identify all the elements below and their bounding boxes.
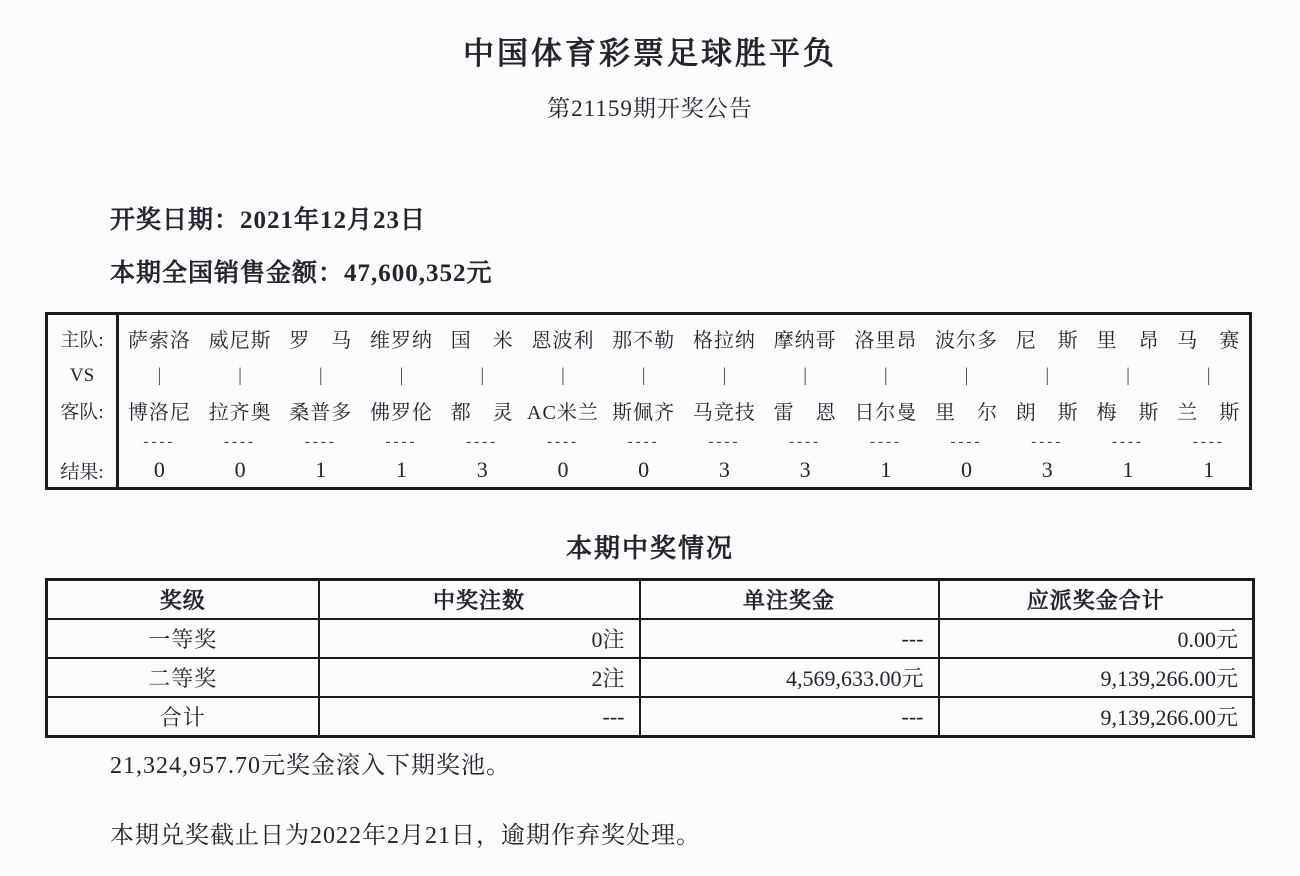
vs-separator: | [157,365,162,386]
dash-separator: ---- [546,433,579,450]
vs-separator: | [1045,365,1050,386]
match-column [926,315,1007,487]
match-column [119,315,200,487]
sales-amount-value: 47,600,352元 [344,260,493,287]
dash-separator: ---- [1111,433,1144,450]
match-result: 0 [153,457,165,482]
prize-level: 一等奖 [47,619,319,658]
match-results-table [45,312,1252,490]
vs-separator: | [641,365,646,386]
match-column [765,315,846,487]
away-team: 马竞技 [692,401,756,424]
match-column [280,315,361,487]
vs-separator: | [964,365,969,386]
home-team: 罗 马 [289,329,353,352]
match-result: 0 [557,457,569,482]
rollover-notice: 21,324,957.70元奖金滚入下期奖池。 [110,753,511,779]
away-team: 拉齐奥 [208,401,272,424]
dash-separator: ---- [1031,433,1064,450]
vs-separator: | [318,365,323,386]
prize-table [45,578,1255,738]
match-result: 1 [880,457,892,482]
dash-separator: ---- [627,433,660,450]
match-column [684,315,765,487]
single-prize: --- [640,619,939,658]
vs-separator: | [561,365,565,386]
away-team: AC米兰 [527,401,599,424]
row-label-vs: VS [69,365,95,386]
document-subtitle: 第21159期开奖公告 [547,96,753,121]
match-result: 3 [799,457,811,482]
home-team: 国 米 [450,329,514,352]
match-table-label-column [48,315,119,487]
match-column [1088,315,1169,487]
row-label-results: 结果: [60,461,104,483]
home-team: 萨索洛 [127,329,191,352]
home-team: 尼 斯 [1015,329,1079,352]
away-team: 博洛尼 [127,401,191,424]
match-result: 1 [396,457,408,482]
winning-section-title: 本期中奖情况 [565,534,734,563]
prize-table-header-row [47,580,1254,620]
match-column [603,315,684,487]
vs-separator: | [883,365,888,386]
home-team: 摩纳哥 [773,329,837,352]
dash-separator: ---- [385,433,418,450]
col-header-total-prize: 应派奖金合计 [939,580,1254,620]
prize-row-total [47,697,1254,737]
dash-separator: ---- [789,433,822,450]
match-column [442,315,523,487]
match-column [361,315,442,487]
away-team: 朗 斯 [1015,401,1079,424]
col-header-winning-bets: 中奖注数 [319,580,640,620]
vs-separator: | [803,365,808,386]
prize-level: 合计 [47,697,319,737]
match-column [523,315,604,487]
away-team: 雷 恩 [773,401,837,424]
home-team: 维罗纳 [370,329,434,352]
dash-separator: ---- [143,433,176,450]
match-column [200,315,281,487]
away-team: 佛罗伦 [370,401,434,424]
match-result: 0 [234,457,246,482]
dash-separator: ---- [1192,433,1225,450]
col-header-prize-level: 奖级 [47,580,319,620]
home-team: 里 昂 [1096,329,1160,352]
draw-date-label: 开奖日期： [110,207,241,234]
prize-row-second [47,658,1254,697]
away-team: 日尔曼 [854,401,918,424]
dash-separator: ---- [224,433,257,450]
row-label-home-teams: 主队: [60,329,104,351]
away-team: 桑普多 [289,401,353,424]
dash-separator: ---- [466,433,499,450]
dash-separator: ---- [304,433,337,450]
home-team: 格拉纳 [692,329,756,352]
dash-separator: ---- [950,433,983,450]
home-team: 威尼斯 [208,329,272,352]
winning-bets: 2注 [319,658,640,697]
vs-separator: | [1206,365,1211,386]
draw-date-value: 2021年12月23日 [240,207,427,234]
home-team: 波尔多 [935,329,999,352]
away-team: 斯佩齐 [612,401,676,424]
redeem-deadline-notice: 本期兑奖截止日为2022年2月21日，逾期作弃奖处理。 [110,823,701,849]
document-title: 中国体育彩票足球胜平负 [463,36,837,71]
match-result: 0 [961,457,973,482]
home-team: 马 赛 [1177,329,1241,352]
col-header-single-prize: 单注奖金 [640,580,939,620]
away-team: 兰 斯 [1177,401,1241,424]
match-column [845,315,926,487]
total-prize: 9,139,266.00元 [939,697,1254,737]
row-label-away-teams: 客队: [60,401,104,423]
prize-row-first [47,619,1254,658]
sales-amount-line [110,253,493,289]
match-result: 1 [1122,457,1134,482]
vs-separator: | [238,365,242,386]
vs-separator: | [480,365,485,386]
prize-level: 二等奖 [47,658,319,697]
winning-bets: --- [319,697,640,737]
single-prize: --- [640,697,939,737]
match-column [1007,315,1088,487]
home-team: 那不勒 [612,329,676,352]
vs-separator: | [1126,365,1130,386]
match-result: 3 [718,457,730,482]
draw-date-line [110,200,426,236]
match-result: 3 [1041,457,1053,482]
match-result: 1 [315,457,327,482]
match-result: 0 [638,457,650,482]
winning-bets: 0注 [319,619,640,658]
home-team: 恩波利 [531,329,595,352]
vs-separator: | [722,365,727,386]
match-column [1168,315,1249,487]
dash-separator: ---- [708,433,741,450]
match-result: 1 [1203,457,1215,482]
total-prize: 0.00元 [939,619,1254,658]
away-team: 里 尔 [935,401,999,424]
away-team: 梅 斯 [1096,401,1160,424]
home-team: 洛里昂 [854,329,918,352]
dash-separator: ---- [869,433,902,450]
match-result: 3 [476,457,488,482]
sales-amount-label: 本期全国销售金额： [110,260,345,287]
row-label-spacer [48,429,116,455]
vs-separator: | [399,365,404,386]
away-team: 都 灵 [450,401,514,424]
single-prize: 4,569,633.00元 [640,658,939,697]
total-prize: 9,139,266.00元 [939,658,1254,697]
